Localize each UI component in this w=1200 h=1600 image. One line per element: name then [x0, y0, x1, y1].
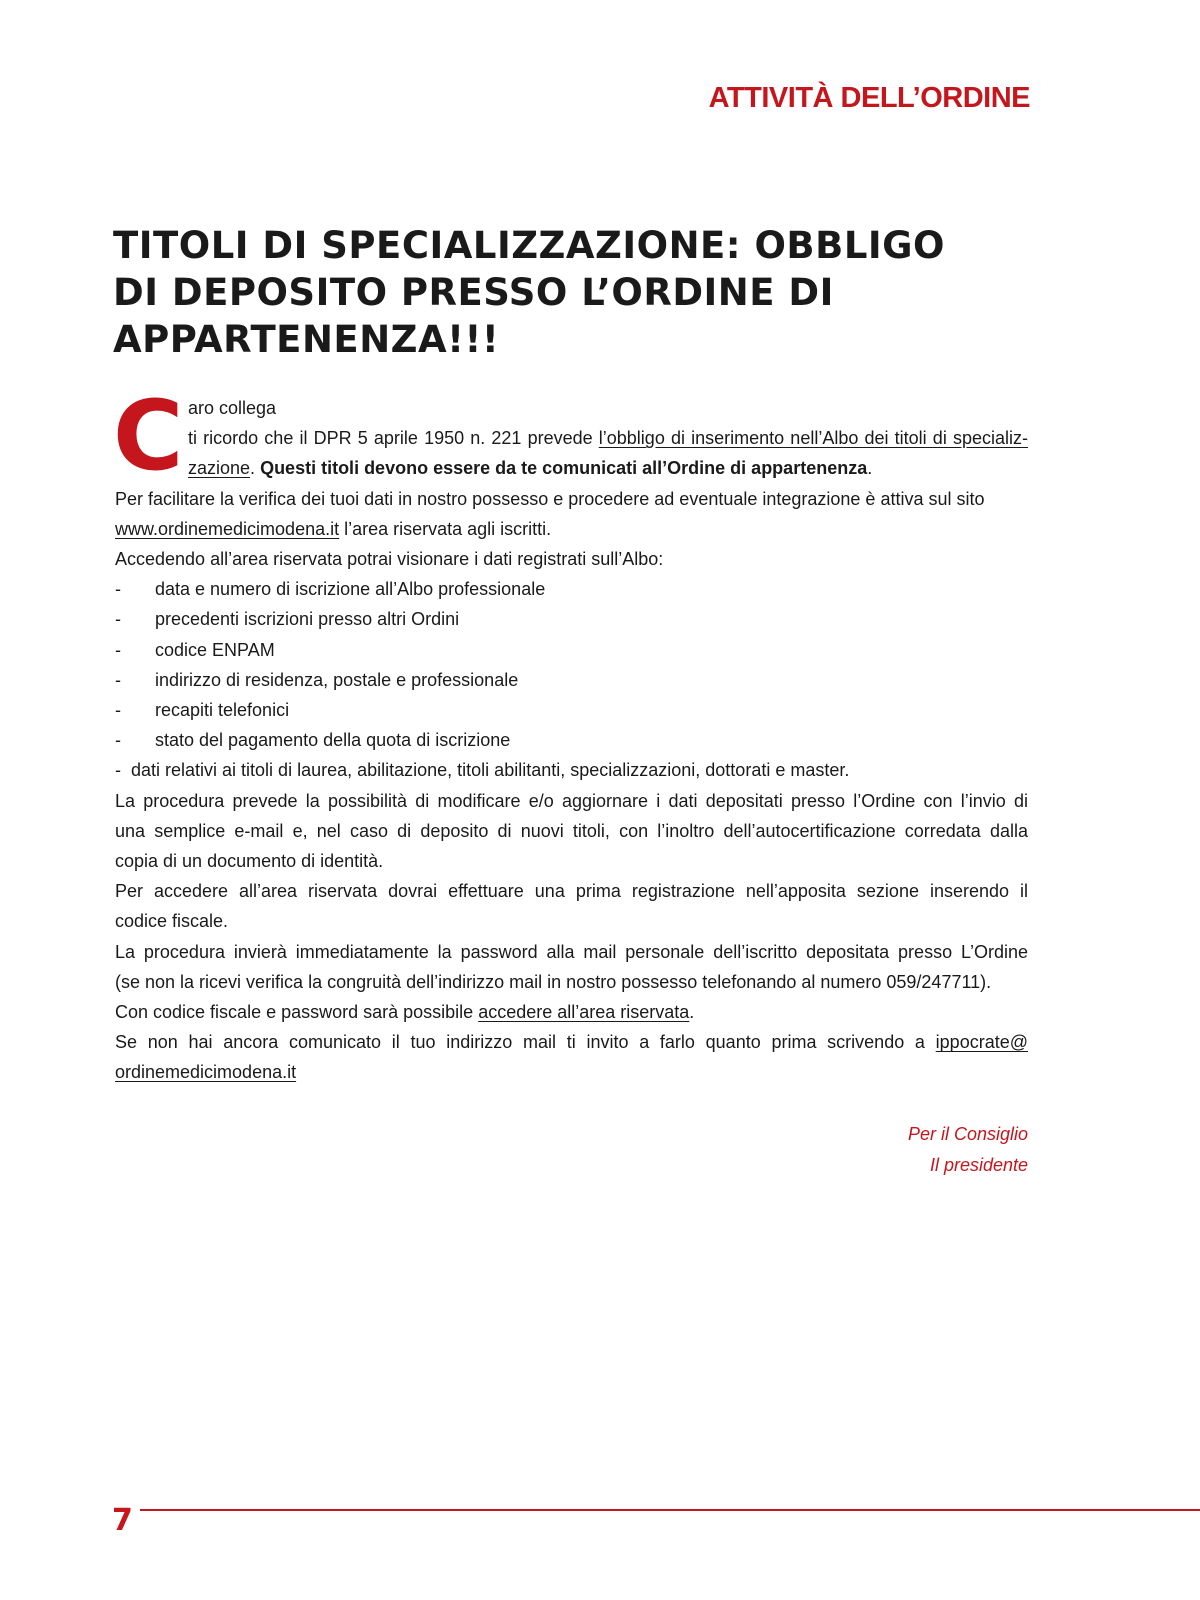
- paragraph-procedure-line: copia di un documento di identità.: [115, 851, 384, 872]
- page-number: 7: [112, 1503, 133, 1538]
- website-link[interactable]: www.ordinemedicimodena.it: [115, 518, 340, 539]
- paragraph-registration-line: Per accedere all’area riservata dovrai effettuare una prima registrazione nell’apposita sezione inserendo il: [115, 881, 1028, 902]
- section-header: ATTIVITÀ DELL’ORDINE: [708, 82, 1030, 114]
- title-line: TITOLI DI SPECIALIZZAZIONE: OBBLIGO: [113, 224, 946, 267]
- paragraph-site-line-2: [115, 514, 1028, 544]
- email-link-continued[interactable]: ordinemedicimodena.it: [115, 1062, 297, 1083]
- intro-law-link-continued[interactable]: zazione: [188, 458, 251, 479]
- paragraph-registration-line: codice fiscale.: [115, 911, 229, 932]
- paragraph-password-line: (se non la ricevi verifica la congruità dell’indirizzo mail in nostro possesso telefonando al numero 059/247711).: [115, 971, 992, 992]
- list-item: [115, 695, 1028, 725]
- paragraph-procedure-line: una semplice e-mail e, nel caso di deposito di nuovi titoli, con l’inoltro dell’autocertificazione corredata dalla: [115, 820, 1028, 841]
- list-item: [115, 604, 1028, 634]
- article-title: [113, 222, 1073, 363]
- reserved-area-link[interactable]: accedere all’area riservata: [478, 1002, 690, 1023]
- footer-divider: [140, 1509, 1200, 1511]
- bullet-dash: -: [115, 669, 121, 690]
- email-link[interactable]: ippocrate@: [935, 1032, 1028, 1053]
- intro-bold-text: Questi titoli devono essere da te comunicati all’Ordine di appartenenza: [255, 458, 868, 479]
- bullet-dash: -: [115, 700, 121, 721]
- intro-law-link[interactable]: l’obbligo di inserimento nell’Albo dei titoli di specializ-: [598, 428, 1028, 449]
- punctuation: .: [250, 458, 256, 479]
- bullet-dash: -: [115, 760, 121, 781]
- list-item: [115, 665, 1028, 695]
- intro-block: [113, 380, 1028, 492]
- dropcap-letter: C: [113, 380, 184, 492]
- bullet-dash: -: [115, 609, 121, 630]
- bullet-dash: -: [115, 579, 121, 600]
- paragraph-password-line: La procedura invierà immediatamente la password alla mail personale dell’iscritto depositata presso L’Ordine: [115, 941, 1028, 962]
- paragraph-email-line-2: [115, 1057, 1028, 1087]
- intro-text: ti ricordo che il DPR 5 aprile 1950 n. 221 prevede: [188, 428, 599, 449]
- paragraph-email-line: [115, 1027, 1028, 1057]
- intro-line: [188, 423, 1028, 453]
- paragraph-login: [115, 997, 1028, 1027]
- list-item-text: data e numero di iscrizione all’Albo professionale: [155, 579, 546, 600]
- paragraph-access: Accedendo all’area riservata potrai visionare i dati registrati sull’Albo:: [115, 549, 664, 570]
- list-item-text: precedenti iscrizioni presso altri Ordini: [155, 609, 460, 630]
- site-text: l’area riservata agli iscritti.: [339, 518, 552, 539]
- email-text: Se non hai ancora comunicato il tuo indirizzo mail ti invito a farlo quanto prima scrivendo a: [115, 1032, 936, 1053]
- paragraph-site-line: Per facilitare la verifica dei tuoi dati in nostro possesso e procedere ad eventuale integrazione è attiva sul sito: [115, 488, 985, 509]
- list-item: [115, 574, 1028, 604]
- intro-line-2: [188, 453, 1028, 483]
- signature-line: Il presidente: [929, 1155, 1028, 1175]
- list-item-text: codice ENPAM: [155, 639, 275, 660]
- bullet-dash: -: [115, 730, 121, 751]
- punctuation: .: [867, 458, 873, 479]
- signature: [908, 1119, 1028, 1181]
- list-item-text: recapiti telefonici: [155, 700, 290, 721]
- greeting: aro collega: [188, 398, 277, 418]
- bullet-dash: -: [115, 639, 121, 660]
- list-item: [115, 635, 1028, 665]
- list-item-text: indirizzo di residenza, postale e professionale: [155, 669, 519, 690]
- title-line: DI DEPOSITO PRESSO L’ORDINE DI: [113, 271, 834, 314]
- list-item-text: dati relativi ai titoli di laurea, abilitazione, titoli abilitanti, specializzazioni, dottorati e master.: [131, 760, 850, 781]
- paragraph-procedure-line: La procedura prevede la possibilità di modificare e/o aggiornare i dati depositati presso l’Ordine con l’invio di: [115, 790, 1028, 811]
- login-text: Con codice fiscale e password sarà possibile: [115, 1002, 479, 1023]
- title-line: APPARTENENZA!!!: [113, 318, 500, 361]
- list-item: [115, 725, 1028, 755]
- list-item-text: stato del pagamento della quota di iscrizione: [155, 730, 511, 751]
- signature-line: Per il Consiglio: [907, 1124, 1028, 1144]
- punctuation: .: [689, 1002, 695, 1023]
- article-body: [113, 380, 1028, 1088]
- list-item: [115, 755, 1028, 785]
